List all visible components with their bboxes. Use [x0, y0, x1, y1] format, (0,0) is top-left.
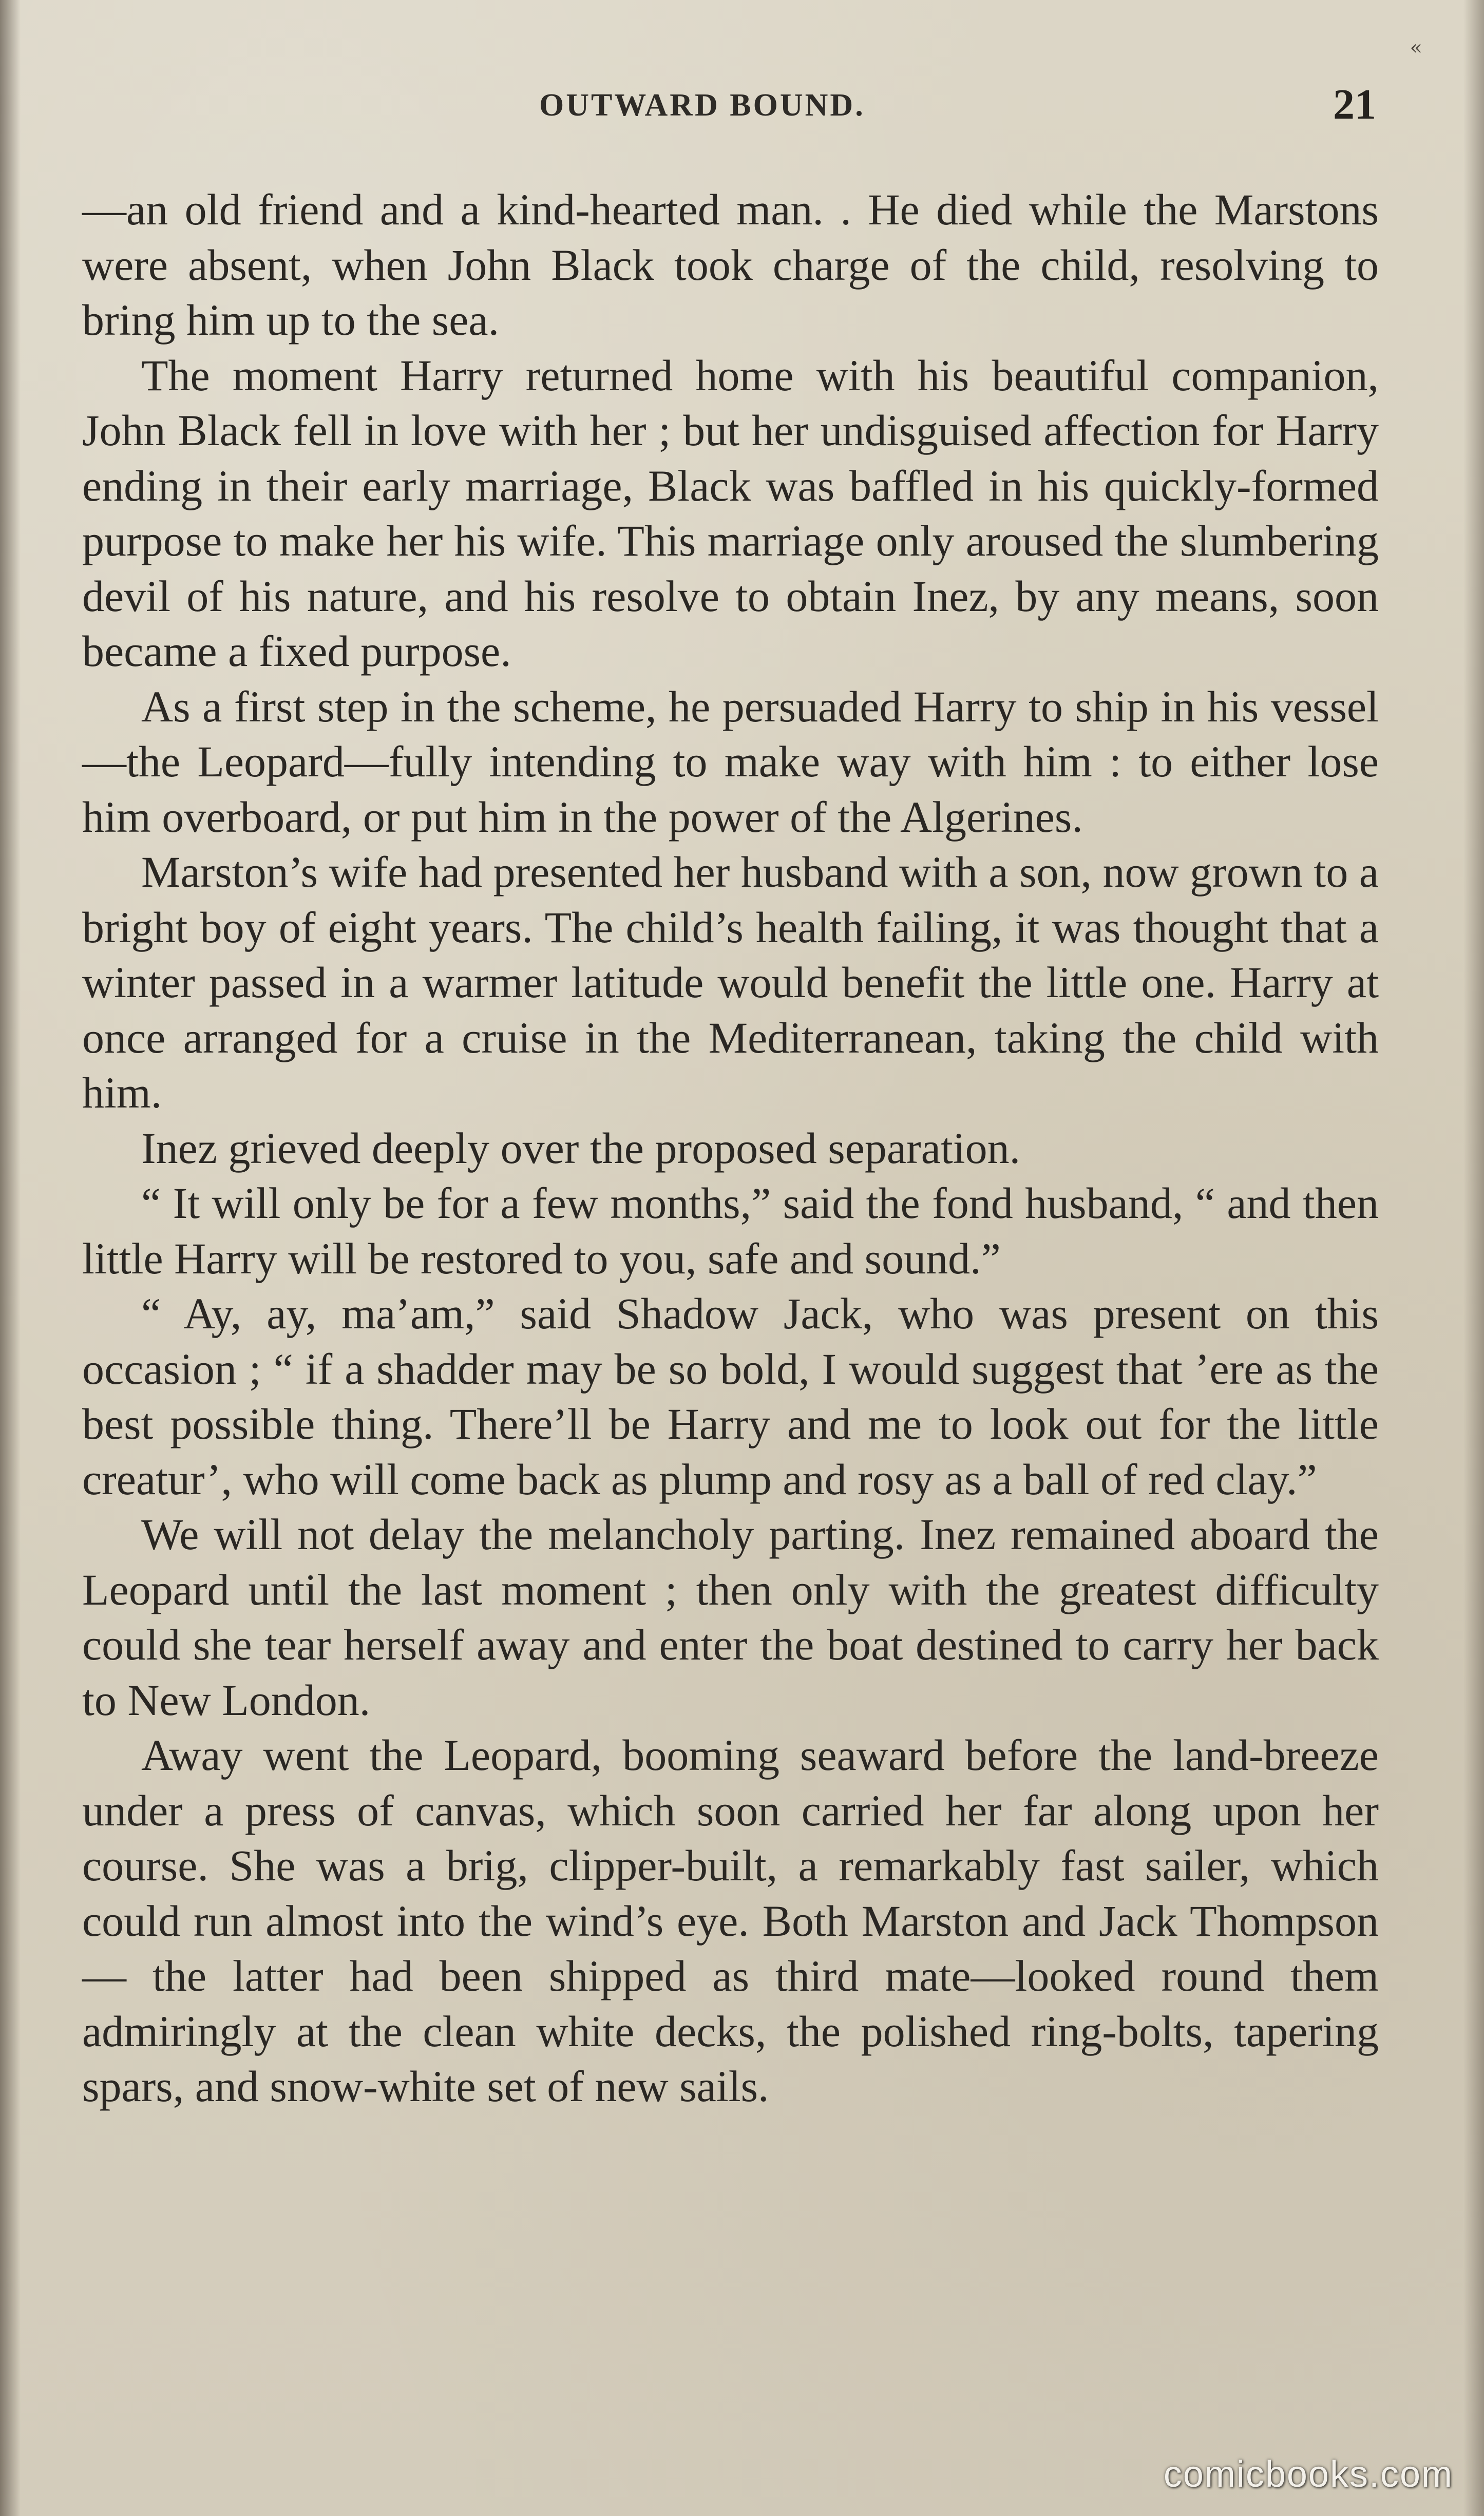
corner-mark: « — [1410, 36, 1422, 60]
paragraph: As a first step in the scheme, he persuaded Harry to ship in his vessel—the Leopard—fully intending to make way with him : to either lose him overboard, or put him in the power of the Algerines. — [82, 681, 1379, 842]
running-title: OUTWARD BOUND. — [539, 88, 865, 123]
paragraph: —an old friend and a kind-hearted man. . He died while the Marstons were absent, when John Black took charge of the child, resolving to bring him up to the sea. — [82, 185, 1379, 345]
paragraph: Away went the Leopard, booming seaward before the land-breeze under a press of canvas, which soon carried her far along upon her course. She was a brig, clipper-built, a remarkably fast sailer, which could run almost into the wind’s eye. Both Marston and Jack Thompson — the latter had been shipped as third mate—looked round them admiringly at the clean white decks, the polished ring-bolts, tapering spars, and snow-white set of new sails. — [82, 1730, 1379, 2111]
page-left-shadow — [0, 0, 21, 2516]
page-right-shadow — [1463, 0, 1484, 2516]
page-number: 21 — [1333, 81, 1376, 128]
paragraph: Inez grieved deeply over the proposed separation. — [141, 1123, 1021, 1173]
watermark: comicbooks.com — [1163, 2454, 1453, 2495]
paragraph: We will not delay the melancholy parting. Inez remained aboard the Leopard until the last moment ; then only with the greatest difficulty could she tear herself away and enter the boat destined to carry her back to New London. — [82, 1510, 1379, 1725]
paragraph: “ It will only be for a few months,” said the fond husband, “ and then little Harry will be restored to you, safe and sound.” — [82, 1178, 1379, 1283]
paragraph: Marston’s wife had presented her husband with a son, now grown to a bright boy of eight years. The child’s health failing, it was thought that a winter passed in a warmer latitude would benefit the little one. Harry at once arranged for a cruise in the Mediterranean, taking the child with him. — [82, 847, 1379, 1117]
paragraph: “ Ay, ay, ma’am,” said Shadow Jack, who was present on this occasion ; “ if a shadder may be so bold, I would suggest that ’ere as the best possible thing. There’ll be Harry and me to look out for the little creatur’, who will come back as plump and rosy as a ball of red clay.” — [82, 1289, 1379, 1504]
paragraph: The moment Harry returned home with his beautiful companion, John Black fell in love with her ; but her undisguised affection for Harry ending in their early marriage, Black was baffled in his quickly-formed purpose to make her his wife. This marriage only aroused the slumbering devil of his nature, and his resolve to obtain Inez, by any means, soon became a fixed purpose. — [82, 350, 1379, 676]
body-text — [82, 182, 1379, 2114]
